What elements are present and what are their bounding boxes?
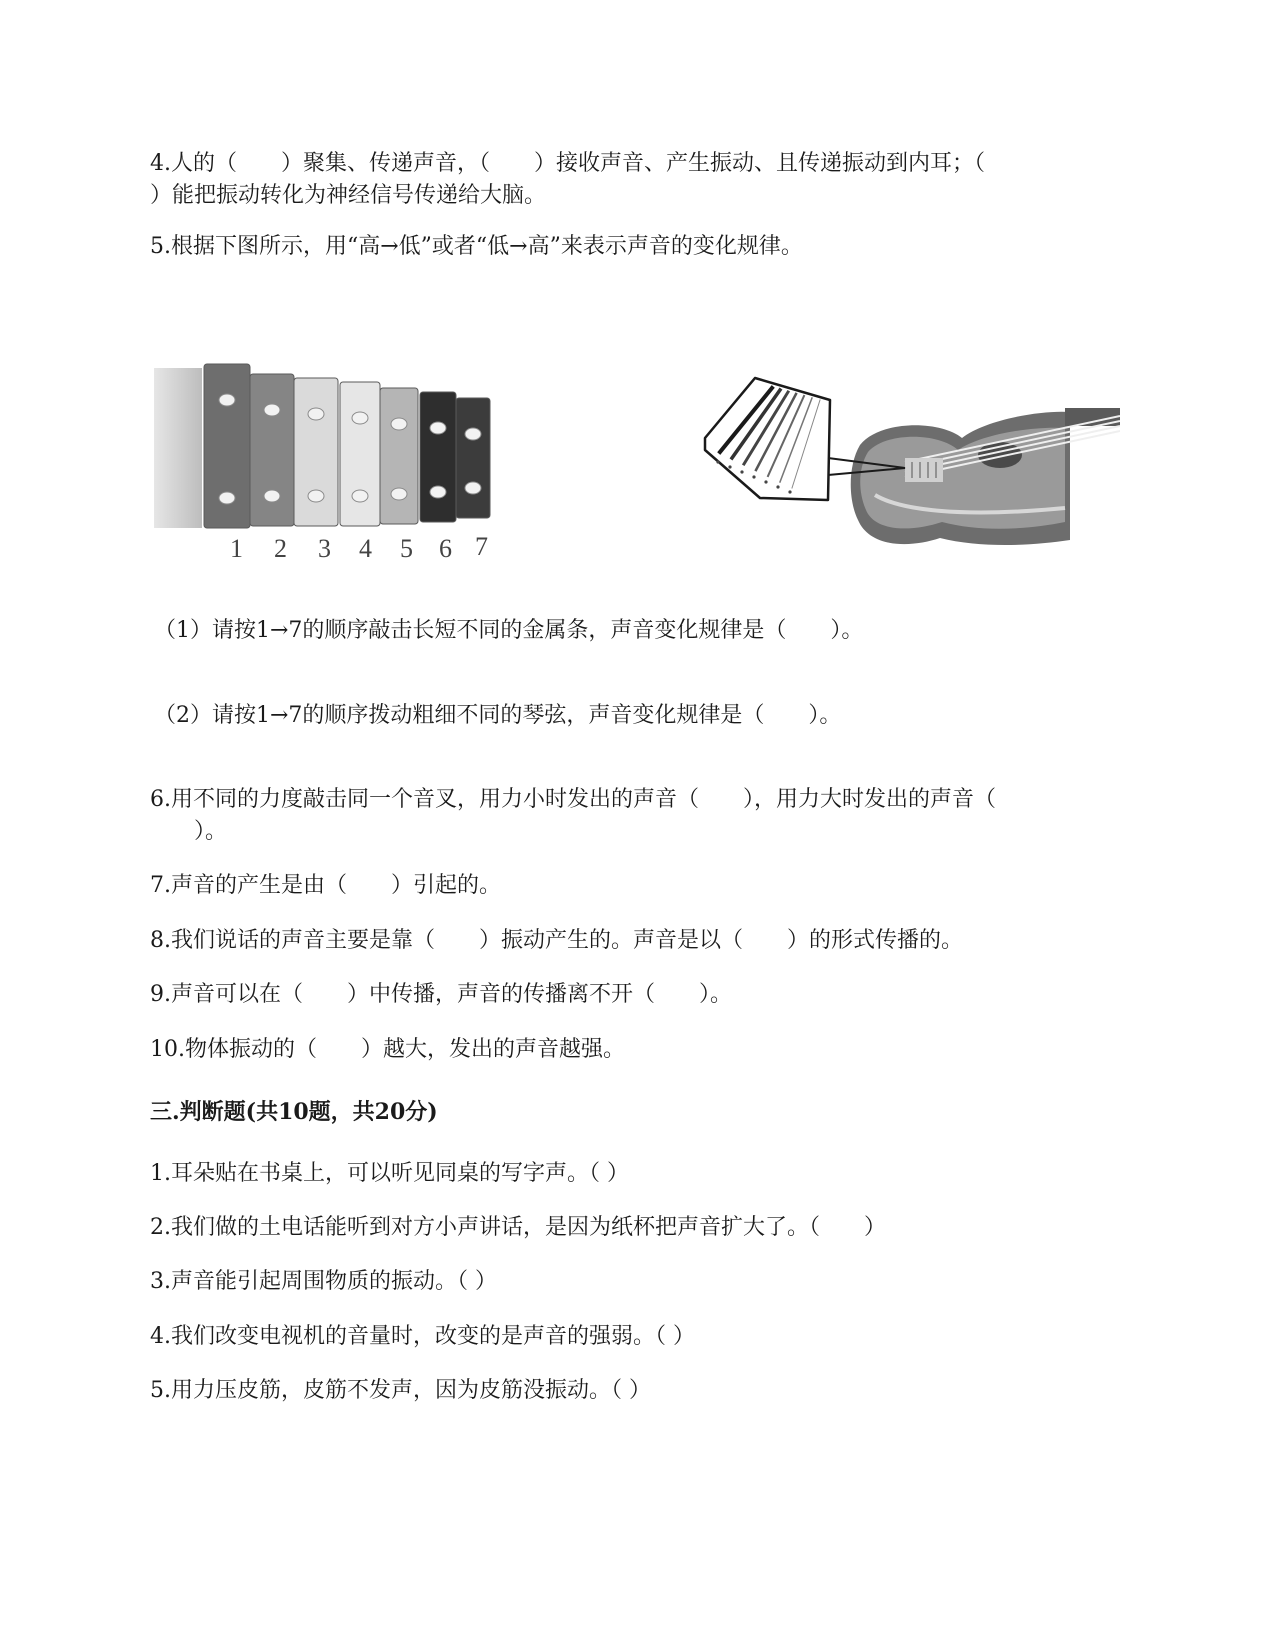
xylophone-peg	[391, 418, 407, 430]
xylophone-number: 7	[475, 532, 488, 561]
xylophone-peg	[264, 404, 280, 416]
xylophone-peg	[352, 412, 368, 424]
q8: 8.我们说话的声音主要是靠（ ）振动产生的。声音是以（ ）的形式传播的。	[150, 928, 963, 953]
q7: 7.声音的产生是由（ ）引起的。	[150, 873, 501, 898]
xylophone-bar	[340, 382, 380, 526]
xylophone-bar	[420, 392, 456, 522]
q5-sub2: （2）请按1→7的顺序拨动粗细不同的琴弦，声音变化规律是（ ）。	[154, 703, 842, 728]
q4-line2: ）能把振动转化为神经信号传递给大脑。	[150, 183, 547, 208]
xylophone-peg	[308, 408, 324, 420]
xylophone-peg	[308, 490, 324, 502]
xylophone-peg	[391, 488, 407, 500]
xylophone-peg	[264, 490, 280, 502]
q6-line2: ）。	[150, 819, 228, 844]
judgement-heading: 三.判断题(共10题，共20分)	[150, 1099, 438, 1125]
xylophone-frame	[154, 368, 202, 528]
q10: 10.物体振动的（ ）越大，发出的声音越强。	[150, 1037, 625, 1062]
xylophone-peg	[219, 394, 235, 406]
judgement-item: 3.声音能引起周围物质的振动。（ ）	[150, 1269, 497, 1294]
q4-line1: 4.人的（ ）聚集、传递声音，（ ）接收声音、产生振动、且传递振动到内耳；（	[150, 151, 985, 176]
guitar-figure	[700, 370, 1120, 560]
xylophone-number: 4	[359, 534, 372, 563]
judgement-item: 1.耳朵贴在书桌上，可以听见同桌的写字声。（ ）	[150, 1161, 629, 1186]
q5-text: 5.根据下图所示，用“高→低”或者“低→高”来表示声音的变化规律。	[150, 234, 803, 259]
xylophone-bar	[380, 388, 418, 524]
guitar-body	[851, 408, 1120, 545]
xylophone-peg	[465, 428, 481, 440]
q9: 9.声音可以在（ ）中传播，声音的传播离不开（ ）。	[150, 982, 732, 1007]
xylophone-number: 2	[274, 534, 287, 563]
xylophone-peg	[430, 486, 446, 498]
xylophone-number: 3	[318, 534, 331, 563]
xylophone-number: 6	[439, 534, 452, 563]
xylophone-peg	[219, 492, 235, 504]
xylophone-peg	[352, 490, 368, 502]
xylophone-peg	[430, 422, 446, 434]
xylophone-figure	[150, 360, 510, 570]
q5-sub1: （1）请按1→7的顺序敲击长短不同的金属条，声音变化规律是（ ）。	[154, 618, 864, 643]
xylophone-bar	[294, 378, 338, 526]
judgement-item: 2.我们做的土电话能听到对方小声讲话，是因为纸杯把声音扩大了。（ ）	[150, 1215, 886, 1240]
judgement-item: 4.我们改变电视机的音量时，改变的是声音的强弱。（ ）	[150, 1324, 695, 1349]
q6-line1: 6.用不同的力度敲击同一个音叉，用力小时发出的声音（ ），用力大时发出的声音（	[150, 787, 996, 812]
judgement-item: 5.用力压皮筋，皮筋不发声，因为皮筋没振动。（ ）	[150, 1378, 651, 1403]
xylophone-bar	[250, 374, 294, 526]
xylophone-number: 1	[230, 534, 243, 563]
xylophone-bar	[456, 398, 490, 518]
xylophone-peg	[465, 482, 481, 494]
xylophone-number: 5	[400, 534, 413, 563]
